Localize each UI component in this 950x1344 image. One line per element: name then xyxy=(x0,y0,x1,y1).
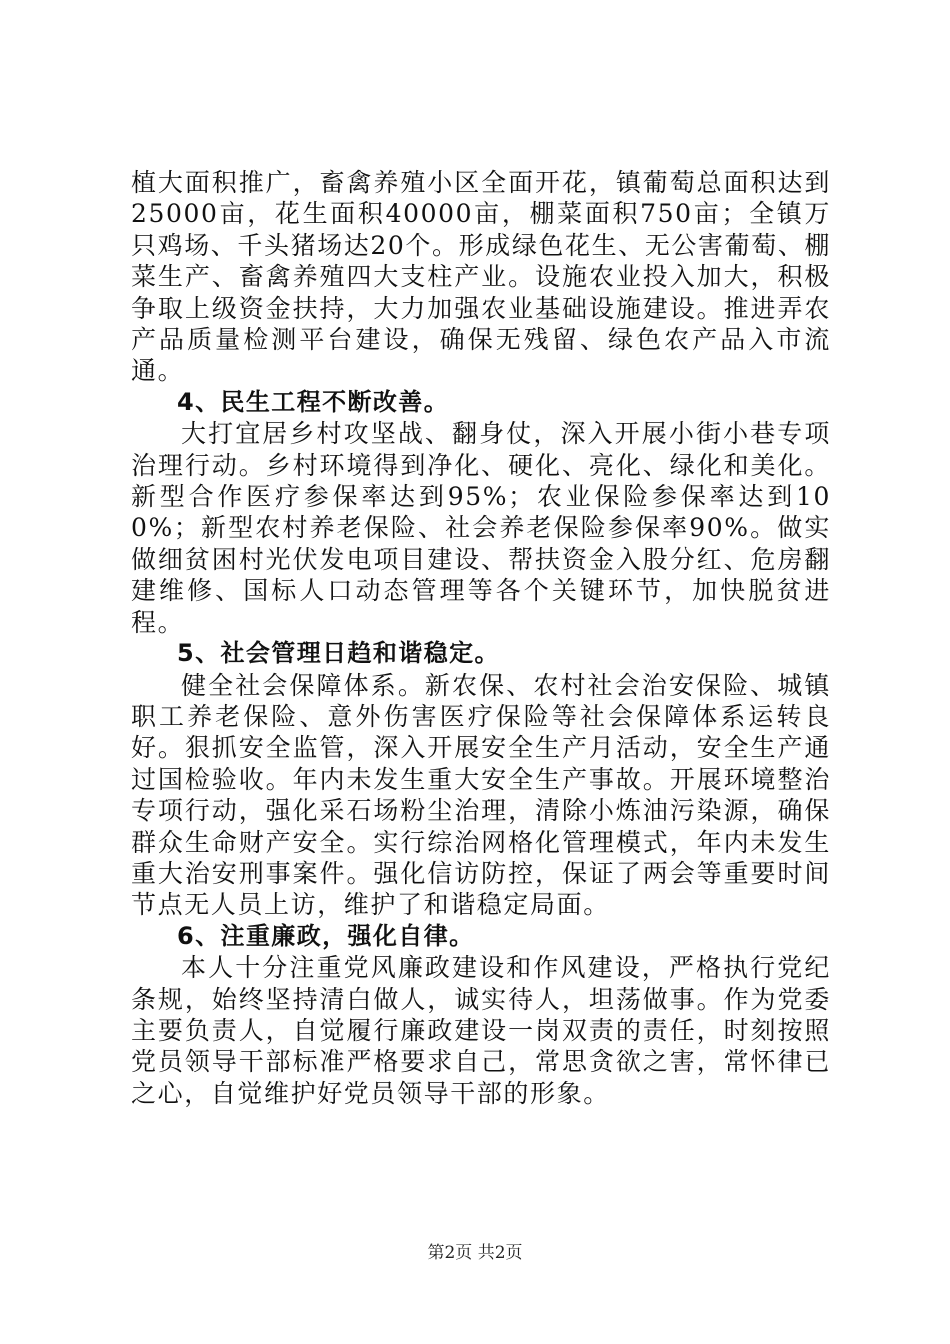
paragraph-livelihood: 大打宜居乡村攻坚战、翻身仗，深入开展小街小巷专项治理行动。乡村环境得到净化、硬化、亮化、绿化和美化。新型合作医疗参保率达到95%；农业保险参保率达到100%；新型农村养老保险、社会养老保险参保率90%。做实做细贫困村光伏发电项目建设、帮扶资金入股分红、危房翻建维修、国标人口动态管理等各个关键环节，加快脱贫进程。 xyxy=(131,419,831,637)
heading-livelihood: 4、民生工程不断改善。 xyxy=(177,387,450,416)
paragraph-social-management: 健全社会保障体系。新农保、农村社会治安保险、城镇职工养老保险、意外伤害医疗保险等社会保障体系运转良好。狠抓安全监管，深入开展安全生产月活动，安全生产通过国检验收。年内未发生重大安全生产事故。开展环境整治专项行动，强化采石场粉尘治理，清除小炼油污染源，确保群众生命财产安全。实行综治网格化管理模式，年内未发生重大治安刑事案件。强化信访防控，保证了两会等重要时间节点无人员上访，维护了和谐稳定局面。 xyxy=(131,670,831,920)
heading-social-management: 5、社会管理日趋和谐稳定。 xyxy=(177,639,500,668)
page-number-footer: 第2页 共2页 xyxy=(427,1243,523,1263)
heading-integrity: 6、注重廉政，强化自律。 xyxy=(177,921,475,950)
document-body xyxy=(131,167,831,1109)
paragraph-agriculture: 植大面积推广，畜禽养殖小区全面开花，镇葡萄总面积达到25000亩，花生面积40000亩，棚菜面积750亩；全镇万只鸡场、千头猪场达20个。形成绿色花生、无公害葡萄、棚菜生产、畜禽养殖四大支柱产业。设施农业投入加大，积极争取上级资金扶持，大力加强农业基础设施建设。推进弄农产品质量检测平台建设，确保无残留、绿色农产品入市流通。 xyxy=(131,168,832,386)
paragraph-integrity: 本人十分注重党风廉政建设和作风建设，严格执行党纪条规，始终坚持清白做人，诚实待人，坦荡做事。作为党委主要负责人，自觉履行廉政建设一岗双责的责任，时刻按照党员领导干部标准严格要求自己，常思贪欲之害，常怀律已之心，自觉维护好党员领导干部的形象。 xyxy=(131,953,831,1108)
